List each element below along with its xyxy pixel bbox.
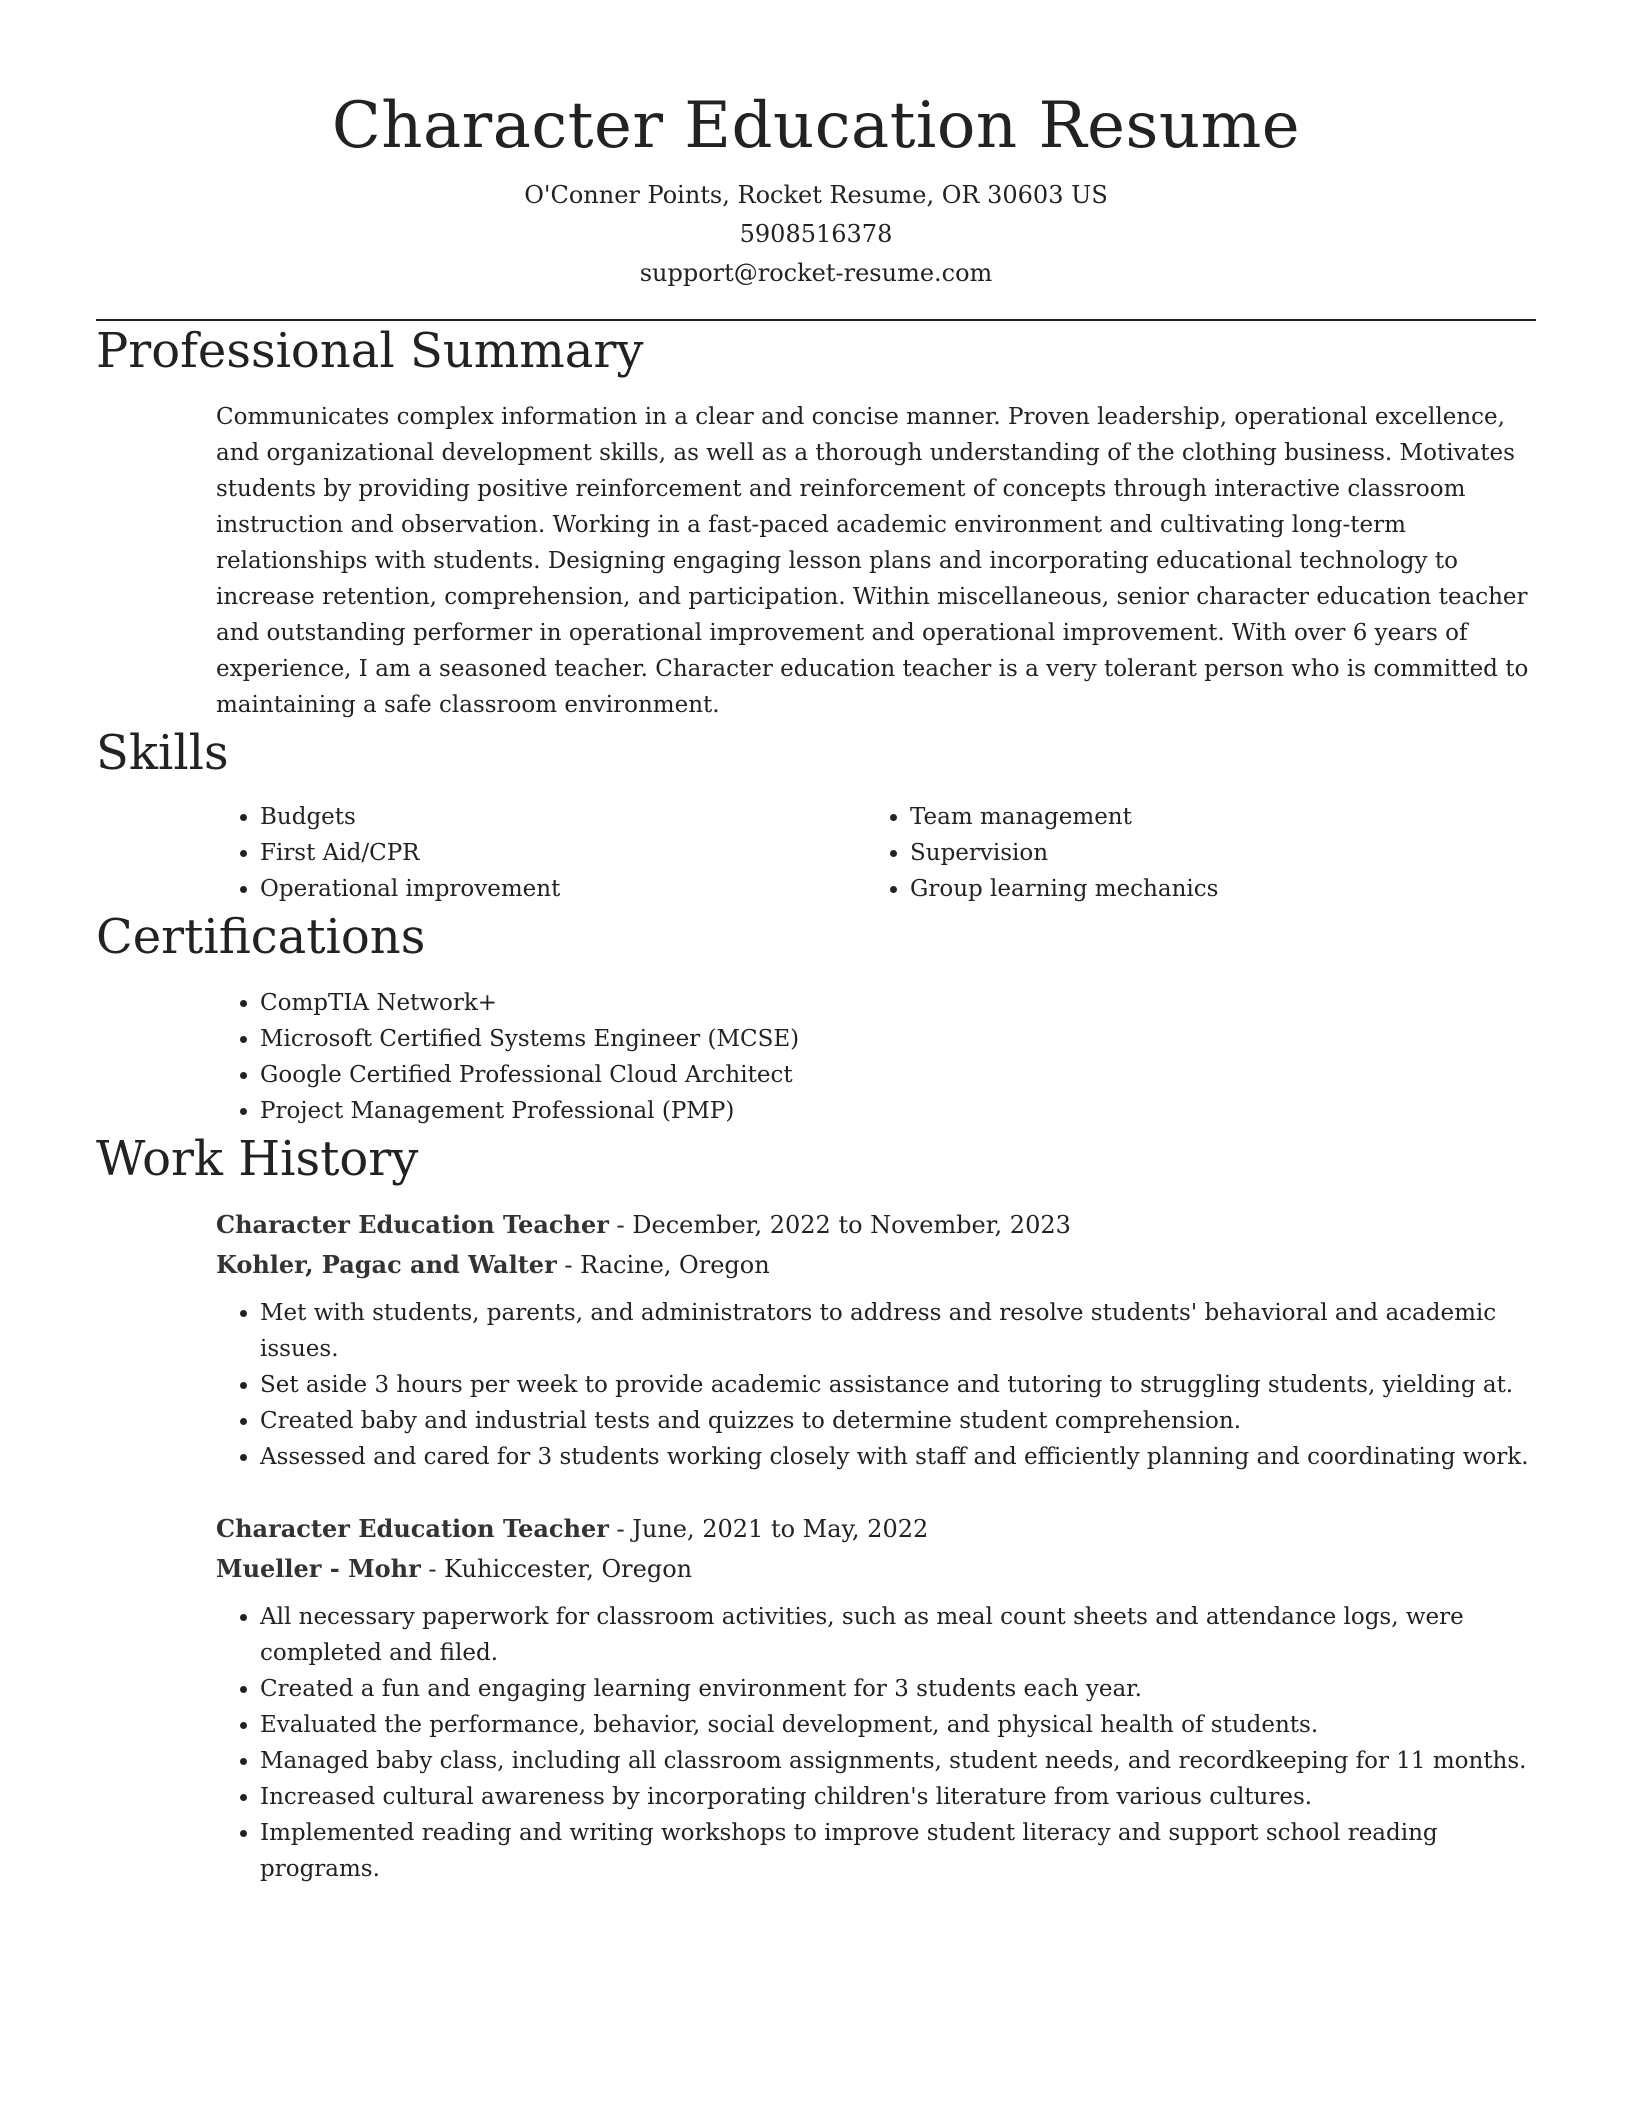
contact-info	[96, 176, 1536, 293]
job-dates: - December, 2022 to November, 2023	[608, 1211, 1071, 1239]
skill-item: • First Aid/CPR	[260, 835, 866, 871]
job-duties	[216, 1295, 1536, 1475]
job-duty-item: • Set aside 3 hours per week to provide academic assistance and tutoring to struggling students, yielding at.	[260, 1367, 1536, 1403]
skill-item: • Group learning mechanics	[910, 871, 1516, 907]
job-duty-item: • Assessed and cared for 3 students working closely with staff and efficiently planning and coordinating work.	[260, 1439, 1536, 1475]
job-duty-item: • Met with students, parents, and administrators to address and resolve students' behavioral and academic issues.	[260, 1295, 1536, 1367]
job-company-line	[216, 1549, 1536, 1589]
job-title: Character Education Teacher	[216, 1514, 609, 1543]
job-dates: - June, 2021 to May, 2022	[608, 1515, 929, 1543]
certification-item: • Microsoft Certified Systems Engineer (MCSE)	[260, 1021, 1536, 1057]
job-entry	[216, 1509, 1536, 1887]
skill-item: • Supervision	[910, 835, 1516, 871]
skills-list	[216, 799, 1536, 907]
job-duty-item: • Created a fun and engaging learning environment for 3 students each year.	[260, 1671, 1536, 1707]
summary-text: Communicates complex information in a clear and concise manner. Proven leadership, operational excellence, and organizational development skills, as well as a thorough understanding of the clothing business. Motivates students by providing positive reinforcement and reinforcement of concepts through interactive classroom instruction and observation. Working in a fast-paced academic environment and cultivating long-term relationships with students. Designing engaging lesson plans and incorporating educational technology to increase retention, comprehension, and participation. Within miscellaneous, senior character education teacher and outstanding performer in operational improvement and operational improvement. With over 6 years of experience, I am a seasoned teacher. Character education teacher is a very tolerant person who is committed to maintaining a safe classroom environment.	[216, 404, 1529, 718]
resume-title: Character Education Resume	[331, 89, 1301, 163]
job-duties	[216, 1599, 1536, 1887]
certification-item: • Project Management Professional (PMP)	[260, 1093, 1536, 1129]
job-duty-item: • Evaluated the performance, behavior, social development, and physical health of students.	[260, 1707, 1536, 1743]
job-company: Kohler, Pagac and Walter	[216, 1250, 557, 1279]
job-duty-item: • Created baby and industrial tests and quizzes to determine student comprehension.	[260, 1403, 1536, 1439]
summary-heading: Professional Summary	[96, 323, 644, 379]
job-duty-item: • Managed baby class, including all classroom assignments, student needs, and recordkeeping for 11 months.	[260, 1743, 1536, 1779]
skill-item: • Operational improvement	[260, 871, 866, 907]
job-company: Mueller - Mohr	[216, 1554, 421, 1583]
skills-column-left	[216, 799, 866, 907]
skills-column-right	[866, 799, 1516, 907]
skill-item: • Budgets	[260, 799, 866, 835]
certifications-list	[216, 985, 1536, 1129]
job-location: - Racine, Oregon	[556, 1251, 770, 1279]
certification-item: • Google Certified Professional Cloud Architect	[260, 1057, 1536, 1093]
job-duty-item: • Implemented reading and writing workshops to improve student literacy and support school reading programs.	[260, 1815, 1536, 1887]
address: O'Conner Points, Rocket Resume, OR 30603 US	[524, 181, 1108, 209]
certifications-heading: Certifications	[96, 909, 426, 965]
skills-heading: Skills	[96, 725, 229, 781]
job-location: - Kuhiccester, Oregon	[420, 1555, 693, 1583]
job-title-line	[216, 1205, 1536, 1245]
email[interactable]: support@rocket-resume.com	[639, 259, 993, 287]
work-history-heading: Work History	[96, 1131, 419, 1187]
certification-item: • CompTIA Network+	[260, 985, 1536, 1021]
job-company-line	[216, 1245, 1536, 1285]
job-duty-item: • All necessary paperwork for classroom activities, such as meal count sheets and attendance logs, were completed and filed.	[260, 1599, 1536, 1671]
resume-page	[96, 0, 1536, 1887]
certifications-bullets	[216, 985, 1536, 1129]
job-title: Character Education Teacher	[216, 1210, 609, 1239]
job-duty-item: • Increased cultural awareness by incorporating children's literature from various cultures.	[260, 1779, 1536, 1815]
job-title-line	[216, 1509, 1536, 1549]
skill-item: • Team management	[910, 799, 1516, 835]
phone: 5908516378	[739, 220, 893, 248]
job-entry	[216, 1205, 1536, 1475]
